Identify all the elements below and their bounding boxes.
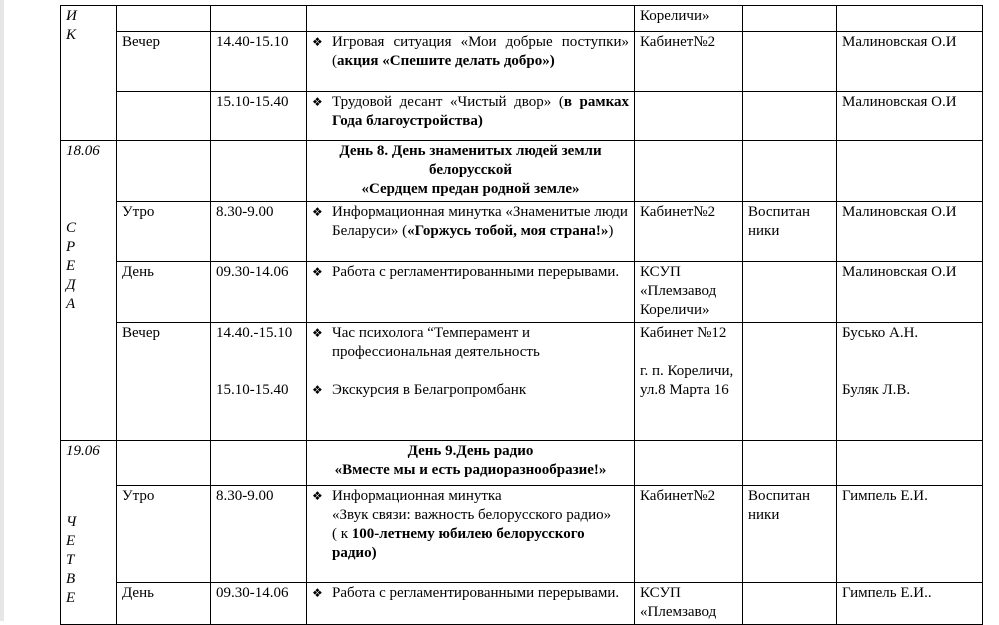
place-cell: Кабинет№2 (635, 32, 743, 92)
day-heading: День 9.День радио «Вместе мы и есть радиоразнообразие!» (307, 441, 635, 486)
bullet-icon: ❖ (312, 95, 323, 109)
time-cell: 14.40.-15.10 15.10-15.40 (211, 323, 307, 441)
time-cell: 09.30-14.06 (211, 583, 307, 625)
activity-cell: ❖ Работа с регламентированными перерывами. (307, 583, 635, 625)
participants-cell: Воспитан ники (743, 202, 837, 262)
responsible-cell: Гимпель Е.И.. (837, 583, 983, 625)
table-row (61, 202, 983, 262)
table-row (61, 323, 983, 441)
period-cell: Утро (117, 486, 211, 583)
activity-cell: ❖ Работа с регламентированными перерывами. (307, 262, 635, 323)
time-cell: 8.30-9.00 (211, 486, 307, 583)
activity-cell: ❖ Игровая ситуация «Мои добрые поступки» (акция «Спешите делать добро») (307, 32, 635, 92)
day-cell: 19.06 Ч Е Т В Е (61, 441, 117, 625)
place-cell: Кореличи» (635, 6, 743, 32)
schedule-table (60, 5, 983, 625)
activity-cell: ❖ Информационная минутка «Знаменитые люди Беларуси» («Горжусь тобой, моя страна!») (307, 202, 635, 262)
responsible-cell: Бусько А.Н. Буляк Л.В. (837, 323, 983, 441)
table-row (61, 141, 983, 202)
bullet-icon: ❖ (312, 205, 323, 219)
period-cell: Утро (117, 202, 211, 262)
day-cell: 18.06 С Р Е Д А (61, 141, 117, 441)
time-cell: 09.30-14.06 (211, 262, 307, 323)
period-cell: День (117, 583, 211, 625)
place-cell: КСУП «Племзавод (635, 583, 743, 625)
place-cell: КСУП «Племзавод Кореличи» (635, 262, 743, 323)
day-cell: И К (61, 6, 117, 141)
bullet-icon: ❖ (312, 383, 323, 397)
table-row (61, 441, 983, 486)
place-cell: Кабинет№2 (635, 486, 743, 583)
table-row (61, 6, 983, 32)
period-cell: Вечер (117, 32, 211, 92)
page-edge (0, 0, 4, 621)
bullet-icon: ❖ (312, 586, 323, 600)
table-row (61, 92, 983, 141)
time-cell: 8.30-9.00 (211, 202, 307, 262)
responsible-cell: Малиновская О.И (837, 262, 983, 323)
responsible-cell: Малиновская О.И (837, 202, 983, 262)
activity-cell: ❖ Час психолога “Темперамент и профессиональная деятельность ❖ Экскурсия в Белагропромбанк (307, 323, 635, 441)
time-cell: 14.40-15.10 (211, 32, 307, 92)
table-row (61, 583, 983, 625)
activity-cell: ❖ Информационная минутка «Звук связи: важность белорусского радио» ( к 100-летнему юбилею белорусского радио) (307, 486, 635, 583)
responsible-cell: Гимпель Е.И. (837, 486, 983, 583)
place-cell: Кабинет№2 (635, 202, 743, 262)
table-row (61, 486, 983, 583)
date-label: 19.06 (66, 443, 100, 459)
time-cell: 15.10-15.40 (211, 92, 307, 141)
period-cell: Вечер (117, 323, 211, 441)
activity-cell: ❖ Трудовой десант «Чистый двор» (в рамках Года благоустройства) (307, 92, 635, 141)
participants-cell: Воспитан ники (743, 486, 837, 583)
table-row (61, 262, 983, 323)
bullet-icon: ❖ (312, 326, 323, 340)
period-cell: День (117, 262, 211, 323)
bullet-icon: ❖ (312, 265, 323, 279)
bullet-icon: ❖ (312, 35, 323, 49)
responsible-cell: Малиновская О.И (837, 92, 983, 141)
bullet-icon: ❖ (312, 489, 323, 503)
place-cell: Кабинет №12 г. п. Кореличи, ул.8 Марта 16 (635, 323, 743, 441)
table-row (61, 32, 983, 92)
responsible-cell: Малиновская О.И (837, 32, 983, 92)
date-label: 18.06 (66, 143, 100, 159)
day-heading: День 8. День знаменитых людей земли белорусской «Сердцем предан родной земле» (307, 141, 635, 202)
